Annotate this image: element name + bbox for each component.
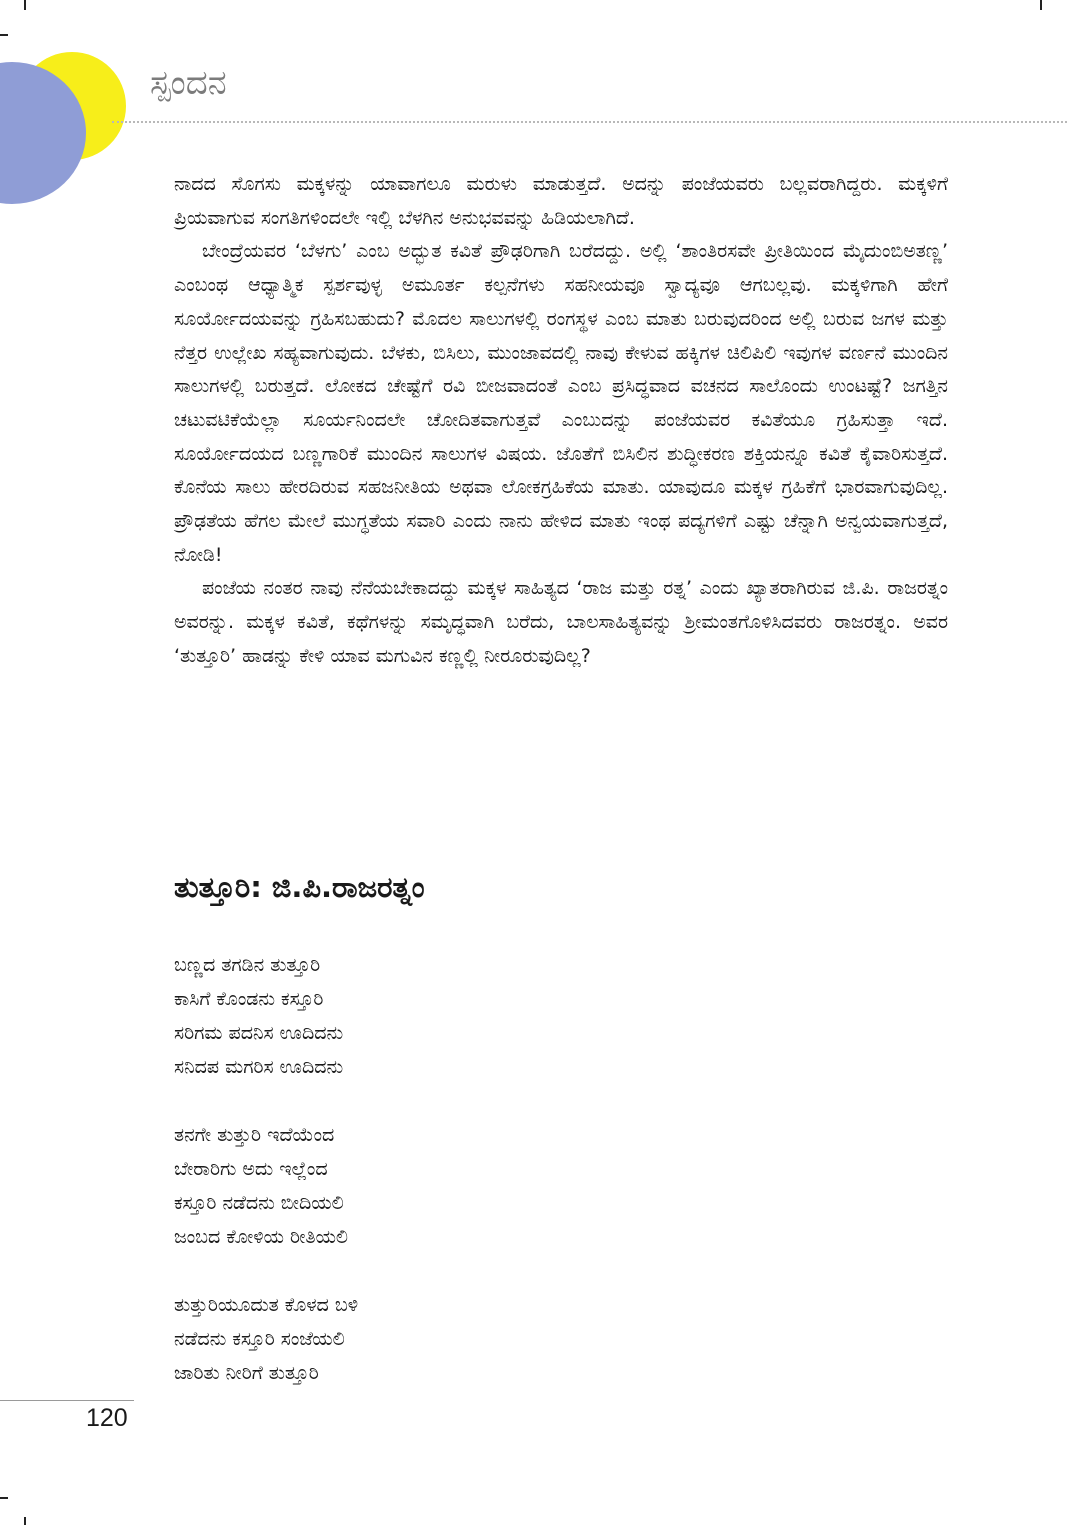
poem	[174, 948, 358, 1390]
poem-line: ಸನಿದಪ ಮಗರಿಸ ಊದಿದನು	[174, 1056, 344, 1078]
body-text	[174, 168, 948, 674]
paragraph: ಬೇಂದ್ರೆಯವರ ‘ಬೆಳಗು’ ಎಂಬ ಅದ್ಭುತ ಕವಿತೆ ಪ್ರೌಢರಿಗಾಗಿ ಬರೆದದ್ದು. ಅಲ್ಲಿ ‘ಶಾಂತಿರಸವೇ ಪ್ರೀತಿಯಿಂದ ಮೈದುಂಬಿಅತಣ್ಣ’ ಎಂಬಂಥ ಆಧ್ಯಾತ್ಮಿಕ ಸ್ಪರ್ಶವುಳ್ಳ ಅಮೂರ್ತ ಕಲ್ಪನೆಗಳು ಸಹನೀಯವೂ ಸ್ವಾದ್ಯವೂ ಆಗಬಲ್ಲವು. ಮಕ್ಕಳಿಗಾಗಿ ಹೇಗೆ ಸೂರ್ಯೋದಯವನ್ನು ಗ್ರಹಿಸಬಹುದು? ಮೊದಲ ಸಾಲುಗಳಲ್ಲಿ ರಂಗಸ್ಥಳ ಎಂಬ ಮಾತು ಬರುವುದರಿಂದ ಅಲ್ಲಿ ಬರುವ ಜಗಳ ಮತ್ತು ನೆತ್ತರ ಉಲ್ಲೇಖ ಸಹ್ಯವಾಗುವುದು. ಬೆಳಕು, ಬಿಸಿಲು, ಮುಂಜಾವದಲ್ಲಿ ನಾವು ಕೇಳುವ ಹಕ್ಕಿಗಳ ಚಿಲಿಪಿಲಿ ಇವುಗಳ ವರ್ಣನೆ ಮುಂದಿನ ಸಾಲುಗಳಲ್ಲಿ ಬರುತ್ತದೆ. ಲೋಕದ ಚೇಷ್ಟೆಗೆ ರವಿ ಬೀಜವಾದಂತೆ ಎಂಬ ಪ್ರಸಿದ್ಧವಾದ ವಚನದ ಸಾಲೊಂದು ಉಂಟಷ್ಟೆ? ಜಗತ್ತಿನ ಚಟುವಟಿಕೆಯೆಲ್ಲಾ ಸೂರ್ಯನಿಂದಲೇ ಚೋದಿತವಾಗುತ್ತವೆ ಎಂಬುದನ್ನು ಪಂಜೆಯವರ ಕವಿತೆಯೂ ಗ್ರಹಿಸುತ್ತಾ ಇದೆ. ಸೂರ್ಯೋದಯದ ಬಣ್ಣಗಾರಿಕೆ ಮುಂದಿನ ಸಾಲುಗಳ ವಿಷಯ. ಜೊತೆಗೆ ಬಿಸಿಲಿನ ಶುದ್ಧೀಕರಣ ಶಕ್ತಿಯನ್ನೂ ಕವಿತೆ ಕೈವಾರಿಸುತ್ತದೆ. ಕೊನೆಯ ಸಾಲು ಹೇರದಿರುವ ಸಹಜನೀತಿಯ ಅಥವಾ ಲೋಕಗ್ರಹಿಕೆಯ ಮಾತು. ಯಾವುದೂ ಮಕ್ಕಳ ಗ್ರಹಿಕೆಗೆ ಭಾರವಾಗುವುದಿಲ್ಲ. ಪ್ರೌಢತೆಯ ಹೆಗಲ ಮೇಲೆ ಮುಗ್ಧತೆಯ ಸವಾರಿ ಎಂದು ನಾನು ಹೇಳಿದ ಮಾತು ಇಂಥ ಪದ್ಯಗಳಿಗೆ ಎಷ್ಟು ಚೆನ್ನಾಗಿ ಅನ್ವಯವಾಗುತ್ತದೆ, ನೋಡಿ!	[174, 240, 948, 566]
footer-rule	[0, 1400, 134, 1401]
poem-line: ಜಾರಿತು ನೀರಿಗೆ ತುತ್ತೂರಿ	[174, 1362, 319, 1384]
poem-stanza	[174, 1288, 358, 1390]
poem-stanza	[174, 1118, 358, 1254]
poem-line: ಬಣ್ಣದ ತಗಡಿನ ತುತ್ತೂರಿ	[174, 954, 321, 976]
poem-line: ತನಗೇ ತುತ್ತುರಿ ಇದೆಯೆಂದ	[174, 1124, 335, 1146]
header-dotted-rule	[112, 121, 1067, 123]
crop-mark-top-left	[24, 0, 26, 10]
crop-mark-bottom-left	[24, 1517, 26, 1525]
poem-line: ತುತ್ತುರಿಯೂದುತ ಕೊಳದ ಬಳಿ	[174, 1294, 359, 1316]
section-heading: ತುತ್ತೂರಿ: ಜಿ.ಪಿ.ರಾಜರತ್ನಂ	[174, 870, 425, 904]
poem-stanza	[174, 948, 358, 1084]
running-header-title: ಸ್ಪಂದನ	[150, 63, 227, 103]
crop-mark-top-right	[1040, 0, 1042, 10]
poem-line: ಬೇರಾರಿಗು ಅದು ಇಲ್ಲೆಂದ	[174, 1158, 328, 1180]
crop-mark-left-top	[0, 34, 8, 36]
poem-line: ಕಾಸಿಗೆ ಕೊಂಡನು ಕಸ್ತೂರಿ	[174, 988, 324, 1010]
paragraph: ಪಂಜೆಯ ನಂತರ ನಾವು ನೆನೆಯಬೇಕಾದದ್ದು ಮಕ್ಕಳ ಸಾಹಿತ್ಯದ ‘ರಾಜ ಮತ್ತು ರತ್ನ’ ಎಂದು ಖ್ಯಾತರಾಗಿರುವ ಜಿ.ಪಿ. ರಾಜರತ್ನಂ ಅವರನ್ನು. ಮಕ್ಕಳ ಕವಿತೆ, ಕಥೆಗಳನ್ನು ಸಮೃದ್ಧವಾಗಿ ಬರೆದು, ಬಾಲಸಾಹಿತ್ಯವನ್ನು ಶ್ರೀಮಂತಗೊಳಿಸಿದವರು ರಾಜರತ್ನಂ. ಅವರ ‘ತುತ್ತೂರಿ’ ಹಾಡನ್ನು ಕೇಳಿ ಯಾವ ಮಗುವಿನ ಕಣ್ಣಲ್ಲಿ ನೀರೂರುವುದಿಲ್ಲ?	[174, 577, 948, 667]
poem-line: ಕಸ್ತೂರಿ ನಡೆದನು ಬೀದಿಯಲಿ	[174, 1192, 344, 1214]
page-number: 120	[86, 1404, 128, 1432]
crop-mark-left-bottom	[0, 1497, 8, 1499]
poem-line: ಸರಿಗಮ ಪದನಿಸ ಊದಿದನು	[174, 1022, 344, 1044]
poem-line: ಜಂಬದ ಕೋಳಿಯ ರೀತಿಯಲಿ	[174, 1226, 349, 1248]
poem-line: ನಡೆದನು ಕಸ್ತೂರಿ ಸಂಜೆಯಲಿ	[174, 1328, 345, 1350]
paragraph: ನಾದದ ಸೊಗಸು ಮಕ್ಕಳನ್ನು ಯಾವಾಗಲೂ ಮರುಳು ಮಾಡುತ್ತದೆ. ಅದನ್ನು ಪಂಜೆಯವರು ಬಲ್ಲವರಾಗಿದ್ದರು. ಮಕ್ಕಳಿಗೆ ಪ್ರಿಯವಾಗುವ ಸಂಗತಿಗಳಿಂದಲೇ ಇಲ್ಲಿ ಬೆಳಗಿನ ಅನುಭವವನ್ನು ಹಿಡಿಯಲಾಗಿದೆ.	[174, 173, 948, 229]
